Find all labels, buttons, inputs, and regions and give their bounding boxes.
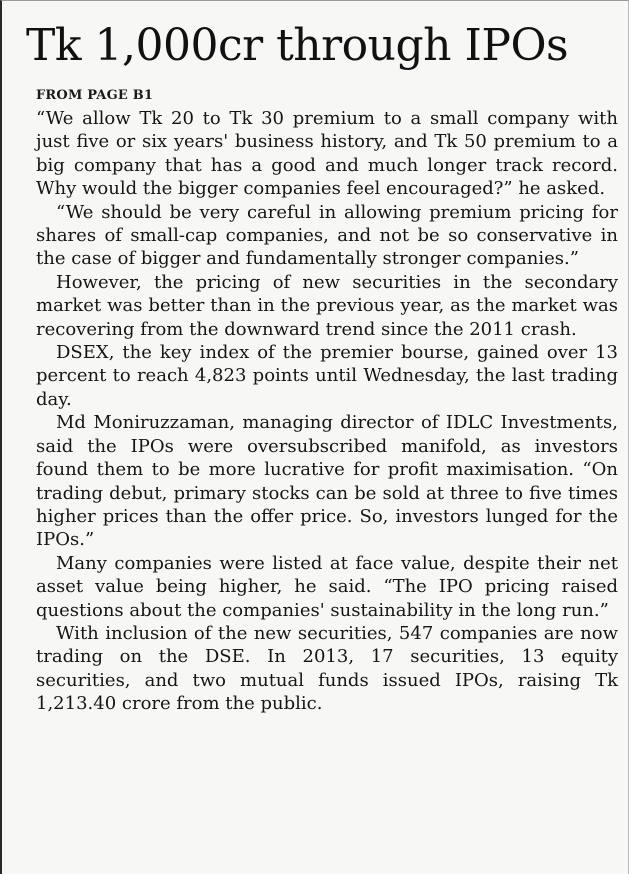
paragraph-3: However, the pricing of new securities in the secondary market was better than in the previous year, as the market was recovering from the downward trend since the 2011 crash. [36, 271, 618, 340]
paragraph-5: Md Moniruzzaman, managing director of IDLC Investments, said the IPOs were oversubscribed manifold, as investors found them to be more lucrative for profit maximisation. “On trading debut, primary stocks can be sold at three to five times higher prices than the offer price. So, investors lunged for the IPOs.” [36, 412, 618, 551]
headline: Tk 1,000cr through IPOs [26, 20, 569, 71]
paragraph-7: With inclusion of the new securities, 547 companies are now trading on the DSE. In 2013, 17 securities, 13 equity securities, and two mutual funds issued IPOs, raising Tk 1,213.40 crore from the public. [36, 622, 618, 715]
paragraph-6: Many companies were listed at face value, despite their net asset value being higher, he said. “The IPO pricing raised questions about the companies' sustainability in the long run.” [36, 552, 618, 621]
dateline: FROM PAGE B1 [36, 88, 154, 103]
paragraph-2: “We should be very careful in allowing premium pricing for shares of small-cap companies, and not be so conservative in the case of bigger and fundamentally stronger companies.” [36, 201, 618, 270]
paragraph-1: “We allow Tk 20 to Tk 30 premium to a small company with just five or six years' business history, and Tk 50 premium to a big company that has a good and much longer track record. Why would the bigger companies feel encouraged?” he asked. [36, 108, 618, 200]
paragraph-4: DSEX, the key index of the premier bourse, gained over 13 percent to reach 4,823 points until Wednesday, the last trading day. [36, 342, 618, 410]
article-body [36, 107, 618, 716]
